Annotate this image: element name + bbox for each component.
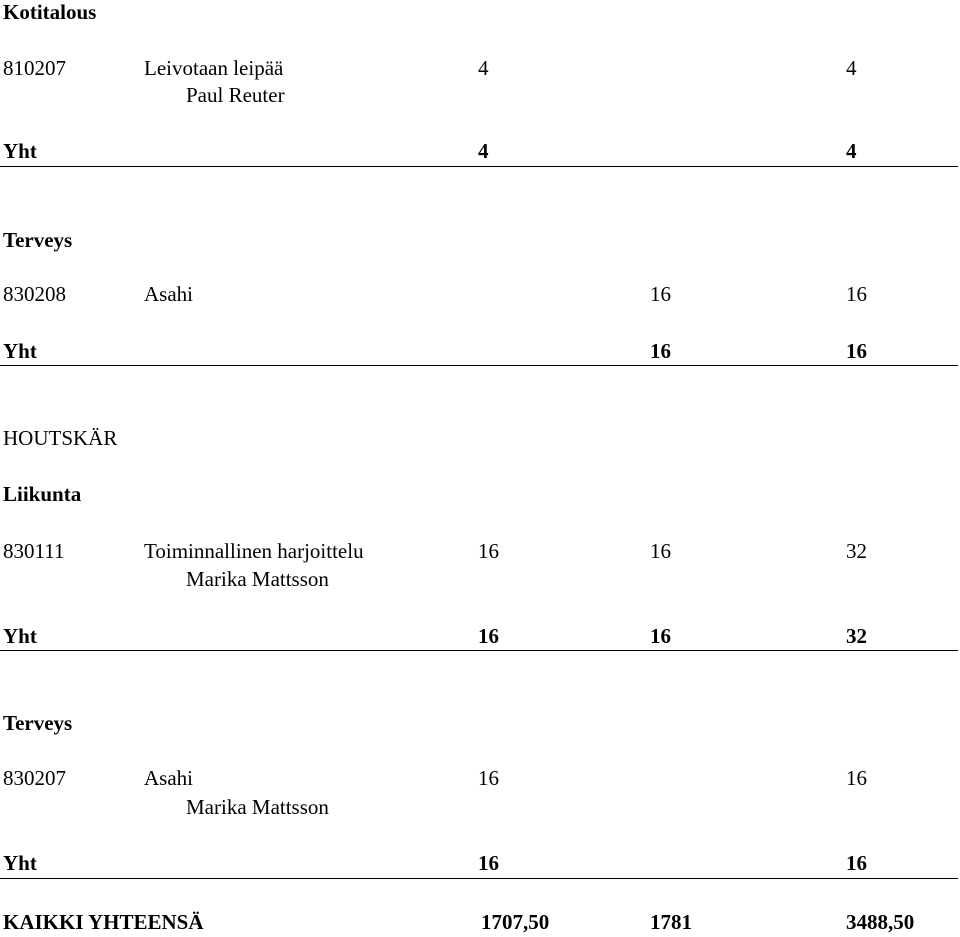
subtotal-col1: 16	[478, 851, 499, 875]
hours-col3: 16	[846, 282, 867, 306]
course-code: 830111	[3, 539, 65, 563]
hours-col3: 32	[846, 539, 867, 563]
subtotal-col1: 4	[478, 139, 489, 163]
section-heading: Liikunta	[3, 482, 82, 506]
subtotal-col3: 4	[846, 139, 857, 163]
subtotal-rule	[0, 365, 958, 366]
teacher-name: Marika Mattsson	[186, 795, 329, 819]
hours-col2: 16	[650, 282, 671, 306]
subtotal-col3: 16	[846, 339, 867, 363]
course-code: 830208	[3, 282, 66, 306]
subtotal-rule	[0, 166, 958, 167]
grand-total-col2: 1781	[650, 910, 692, 934]
subtotal-col3: 32	[846, 624, 867, 648]
hours-col2: 16	[650, 539, 671, 563]
subtotal-col1: 16	[478, 624, 499, 648]
teacher-name: Marika Mattsson	[186, 567, 329, 591]
hours-col3: 4	[846, 56, 857, 80]
hours-col3: 16	[846, 766, 867, 790]
course-code: 830207	[3, 766, 66, 790]
subtotal-rule	[0, 878, 958, 879]
subtotal-col3: 16	[846, 851, 867, 875]
subtotal-rule	[0, 650, 958, 651]
course-name: Leivotaan leipää	[144, 56, 284, 80]
section-heading: Terveys	[3, 228, 73, 252]
subtotal-col2: 16	[650, 339, 671, 363]
subtotal-label: Yht	[3, 624, 37, 648]
grand-total-col1: 1707,50	[481, 910, 550, 934]
course-name: Asahi	[144, 282, 193, 306]
grand-total-col3: 3488,50	[846, 910, 915, 934]
subtotal-label: Yht	[3, 339, 37, 363]
region-heading: HOUTSKÄR	[3, 426, 118, 450]
subtotal-label: Yht	[3, 851, 37, 875]
section-heading: Terveys	[3, 711, 73, 735]
subtotal-col2: 16	[650, 624, 671, 648]
hours-col1: 16	[478, 766, 499, 790]
hours-col1: 4	[478, 56, 489, 80]
grand-total-label: KAIKKI YHTEENSÄ	[3, 910, 204, 934]
course-name: Toiminnallinen harjoittelu	[144, 539, 364, 563]
subtotal-label: Yht	[3, 139, 37, 163]
teacher-name: Paul Reuter	[186, 83, 285, 107]
hours-col1: 16	[478, 539, 499, 563]
course-code: 810207	[3, 56, 66, 80]
section-heading: Kotitalous	[3, 0, 97, 24]
course-name: Asahi	[144, 766, 193, 790]
